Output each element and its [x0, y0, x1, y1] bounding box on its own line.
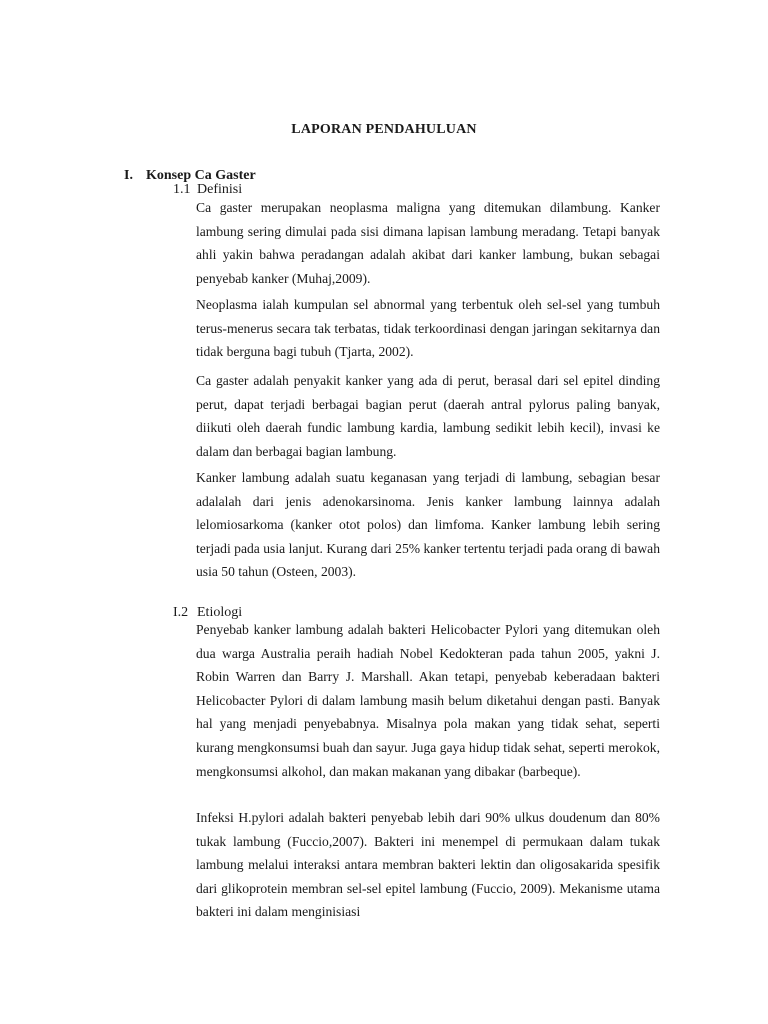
section-number: I.2: [173, 605, 189, 620]
section-number: 1.1: [173, 182, 191, 197]
definisi-paragraph-2: Neoplasma ialah kumpulan sel abnormal yang terbentuk oleh sel-sel yang tumbuh terus-menerus secara tak terbatas, tidak terkoordinasi dengan jaringan sekitarnya dan tidak berguna bagi tubuh (Tjarta, 2002).: [196, 297, 660, 360]
chapter-title: Konsep Ca Gaster: [146, 168, 256, 183]
document-title: LAPORAN PENDAHULUAN: [291, 122, 477, 137]
definisi-paragraph-1: Ca gaster merupakan neoplasma maligna yang ditemukan dilambung. Kanker lambung sering dimulai pada sisi dimana lapisan lambung meradang. Tetapi banyak ahli yakin bahwa peradangan adalah akibat dari kanker lambung, bukan sebagai penyebab kanker (Muhaj,2009).: [196, 200, 660, 286]
etiologi-paragraph-2: Infeksi H.pylori adalah bakteri penyebab lebih dari 90% ulkus doudenum dan 80% tukak lambung (Fuccio,2007). Bakteri ini menempel di permukaan dalam tukak lambung melalui interaksi antara membran bakteri lektin dan oligosakarida spesifik dari glikoprotein membran sel-sel epitel lambung (Fuccio, 2009). Mekanisme utama bakteri ini dalam menginisiasi: [196, 810, 660, 920]
definisi-paragraph-3: Ca gaster adalah penyakit kanker yang ada di perut, berasal dari sel epitel dinding perut, dapat terjadi berbagai bagian perut (daerah antral pylorus paling banyak, diikuti oleh daerah fundic lambung kardia, lambung sedikit lebih kecil), invasi ke dalam dan berbagai bagian lambung.: [196, 373, 660, 459]
chapter-number: I.: [124, 168, 133, 183]
etiologi-paragraph-1: Penyebab kanker lambung adalah bakteri Helicobacter Pylori yang ditemukan oleh dua warga Australia peraih hadiah Nobel Kedokteran pada tahun 2005, yakni J. Robin Warren dan Barry J. Marshall. Akan tetapi, penyebab keberadaan bakteri Helicobacter Pylori di dalam lambung masih belum diketahui dengan pasti. Banyak hal yang menjadi penyebabnya. Misalnya pola makan yang tidak sehat, seperti kurang mengkonsumsi buah dan sayur. Juga gaya hidup tidak sehat, seperti merokok, mengkonsumsi alkohol, dan makan makanan yang dibakar (barbeque).: [196, 622, 660, 779]
definisi-paragraph-4: Kanker lambung adalah suatu keganasan yang terjadi di lambung, sebagian besar adalalah dari jenis adenokarsinoma. Jenis kanker lambung lainnya adalah lelomiosarkoma (kanker otot polos) dan limfoma. Kanker lambung lebih sering terjadi pada usia lanjut. Kurang dari 25% kanker tertentu terjadi pada orang di bawah usia 50 tahun (Osteen, 2003).: [196, 470, 660, 580]
section-title: Etiologi: [197, 605, 243, 620]
section-title: Definisi: [197, 182, 243, 197]
